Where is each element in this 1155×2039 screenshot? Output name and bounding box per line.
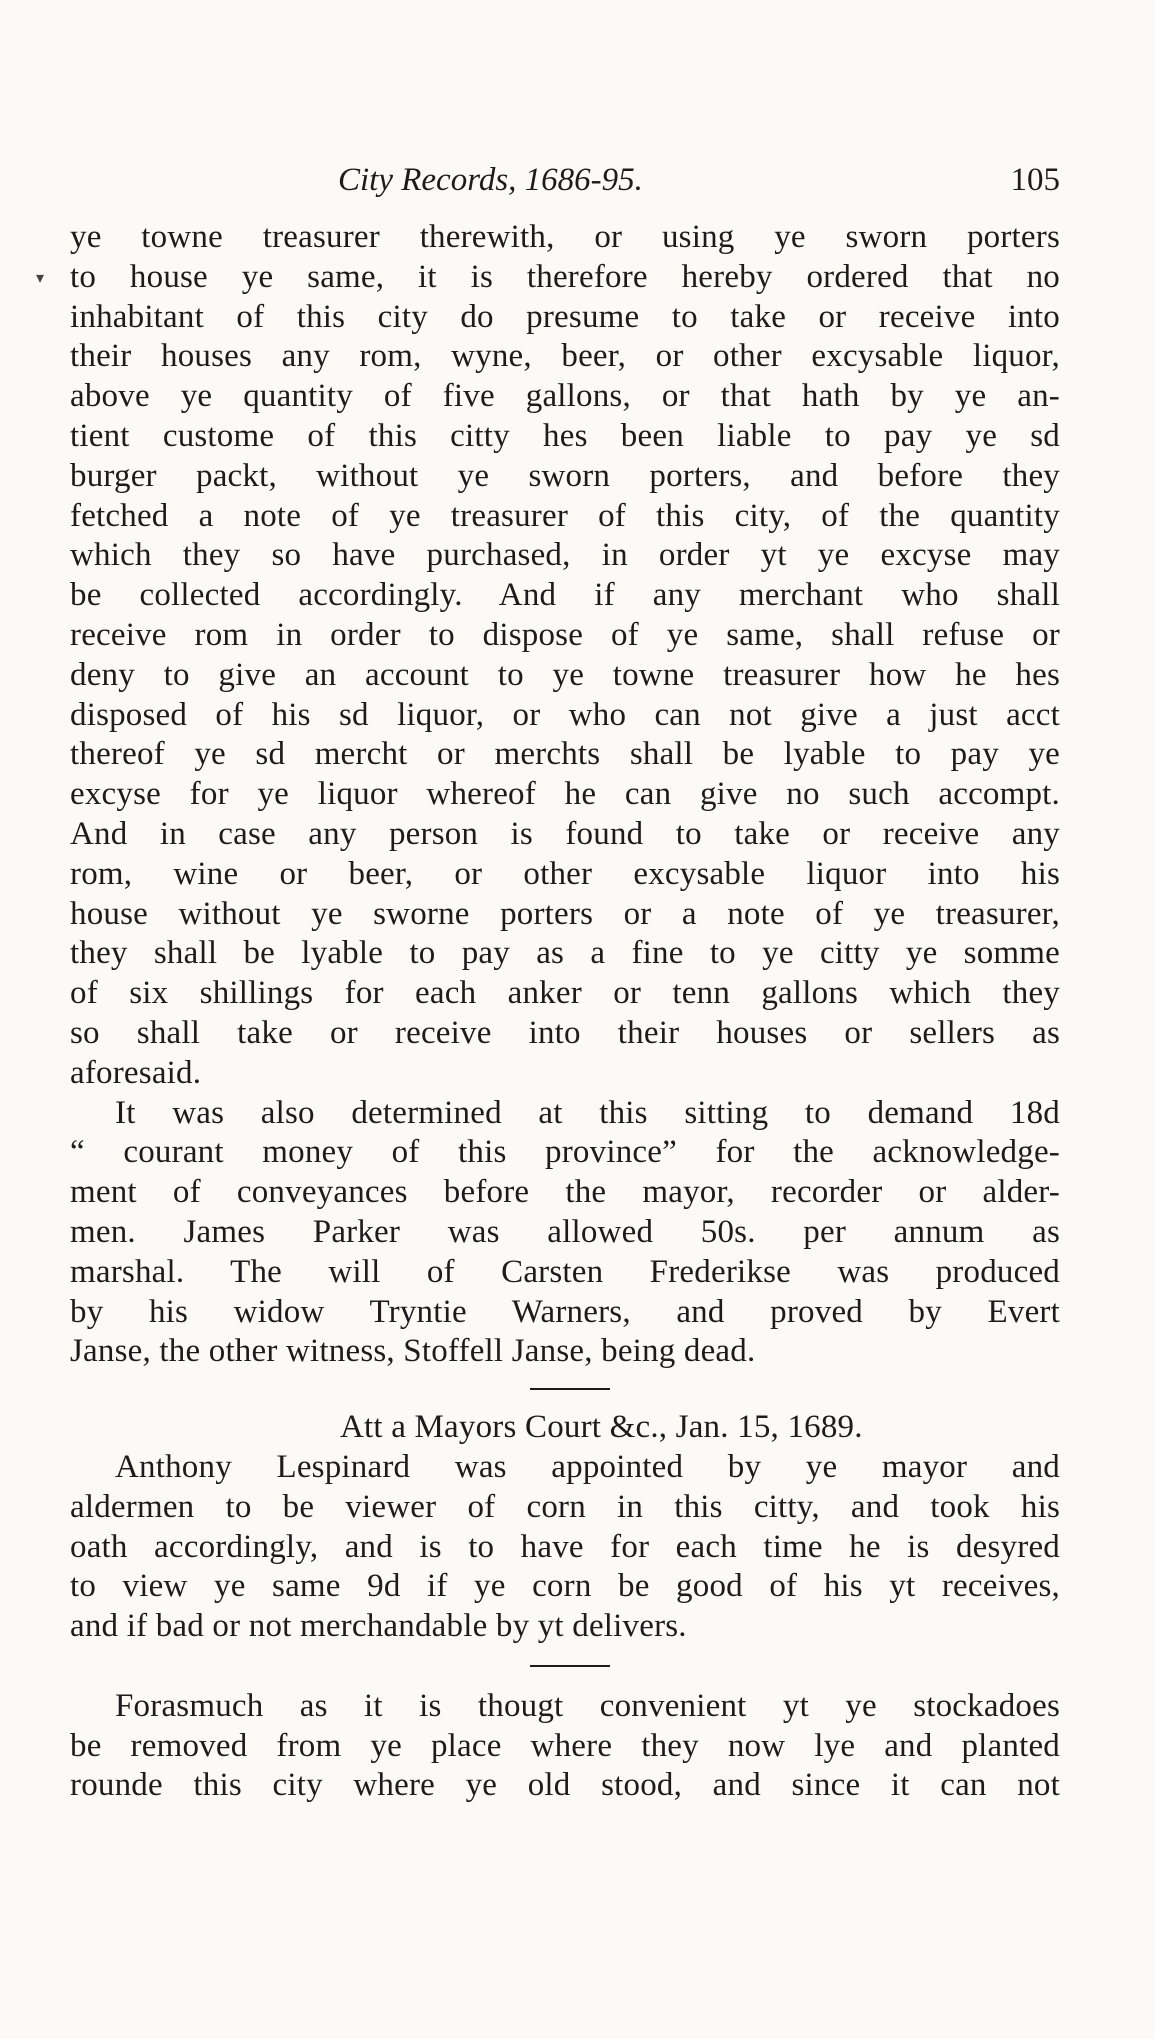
paragraph-fees-and-will [70, 1094, 1060, 1373]
text-line: “ courant money of this province” for the acknowledge- [70, 1134, 1060, 1171]
text-line: receive rom in order to dispose of ye same, shall refuse or [70, 616, 1060, 653]
text-line: men. James Parker was allowed 50s. per annum as [70, 1213, 1060, 1250]
text-line: deny to give an account to ye towne treasurer how he hes [70, 656, 1060, 693]
text-line: of six shillings for each anker or tenn gallons which they [70, 975, 1060, 1012]
text-line: rounde this city where ye old stood, and since it can not [70, 1767, 1060, 1804]
text-line: above ye quantity of five gallons, or that hath by ye an- [70, 378, 1060, 415]
text-line: be removed from ye place where they now lye and planted [70, 1727, 1060, 1764]
text-line: thereof ye sd mercht or merchts shall be lyable to pay ye [70, 736, 1060, 773]
paragraph-excise-ordinance [70, 218, 1060, 1094]
page-body [70, 218, 1060, 1806]
text-line: marshal. The will of Carsten Frederikse was produced [70, 1253, 1060, 1290]
text-line: be collected accordingly. And if any merchant who shall [70, 577, 1060, 614]
paragraph-corn-viewer [70, 1448, 1060, 1647]
text-line: to house ye same, it is therefore hereby ordered that no [70, 258, 1060, 295]
text-line: Janse, the other witness, Stoffell Janse, being dead. [70, 1333, 756, 1370]
margin-mark: ▾ [36, 270, 45, 287]
text-line: to view ye same 9d if ye corn be good of his yt receives, [70, 1568, 1060, 1605]
text-line: And in case any person is found to take or receive any [70, 815, 1060, 852]
text-line: aforesaid. [70, 1054, 202, 1091]
text-line: disposed of his sd liquor, or who can not give a just acct [70, 696, 1060, 733]
text-line: which they so have purchased, in order yt ye excyse may [70, 537, 1060, 574]
text-line: Anthony Lespinard was appointed by ye mayor and [115, 1448, 1060, 1485]
text-line: fetched a note of ye treasurer of this city, of the quantity [70, 497, 1060, 534]
text-line: burger packt, without ye sworn porters, and before they [70, 457, 1060, 494]
text-line: so shall take or receive into their houses or sellers as [70, 1014, 1060, 1051]
text-line: inhabitant of this city do presume to take or receive into [70, 298, 1060, 335]
text-line: It was also determined at this sitting to demand 18d [115, 1094, 1060, 1131]
text-line: rom, wine or beer, or other excysable liquor into his [70, 855, 1060, 892]
section-divider [530, 1388, 610, 1390]
text-line: Forasmuch as it is thougt convenient yt ye stockadoes [115, 1687, 1060, 1724]
text-line: oath accordingly, and is to have for each time he is desyred [70, 1528, 1060, 1565]
section-divider [530, 1665, 610, 1667]
text-line: their houses any rom, wyne, beer, or other excysable liquor, [70, 338, 1060, 375]
text-line: by his widow Tryntie Warners, and proved by Evert [70, 1293, 1060, 1330]
text-line: aldermen to be viewer of corn in this citty, and took his [70, 1488, 1060, 1525]
text-line: tient custome of this citty hes been liable to pay ye sd [70, 417, 1060, 454]
text-line: they shall be lyable to pay as a fine to ye citty ye somme [70, 935, 1060, 972]
running-head: City Records, 1686-95. [338, 162, 643, 198]
text-line: ye towne treasurer therewith, or using ye sworn porters [70, 219, 1060, 255]
section-heading: Att a Mayors Court &c., Jan. 15, 1689. [340, 1409, 863, 1446]
text-line: house without ye sworne porters or a note of ye treasurer, [70, 895, 1060, 932]
paragraph-stockadoes [70, 1687, 1060, 1806]
text-line: ment of conveyances before the mayor, recorder or alder- [70, 1174, 1060, 1211]
page-number: 105 [1010, 162, 1060, 198]
text-line: and if bad or not merchandable by yt delivers. [70, 1608, 687, 1645]
text-line: excyse for ye liquor whereof he can give no such accompt. [70, 776, 1060, 813]
